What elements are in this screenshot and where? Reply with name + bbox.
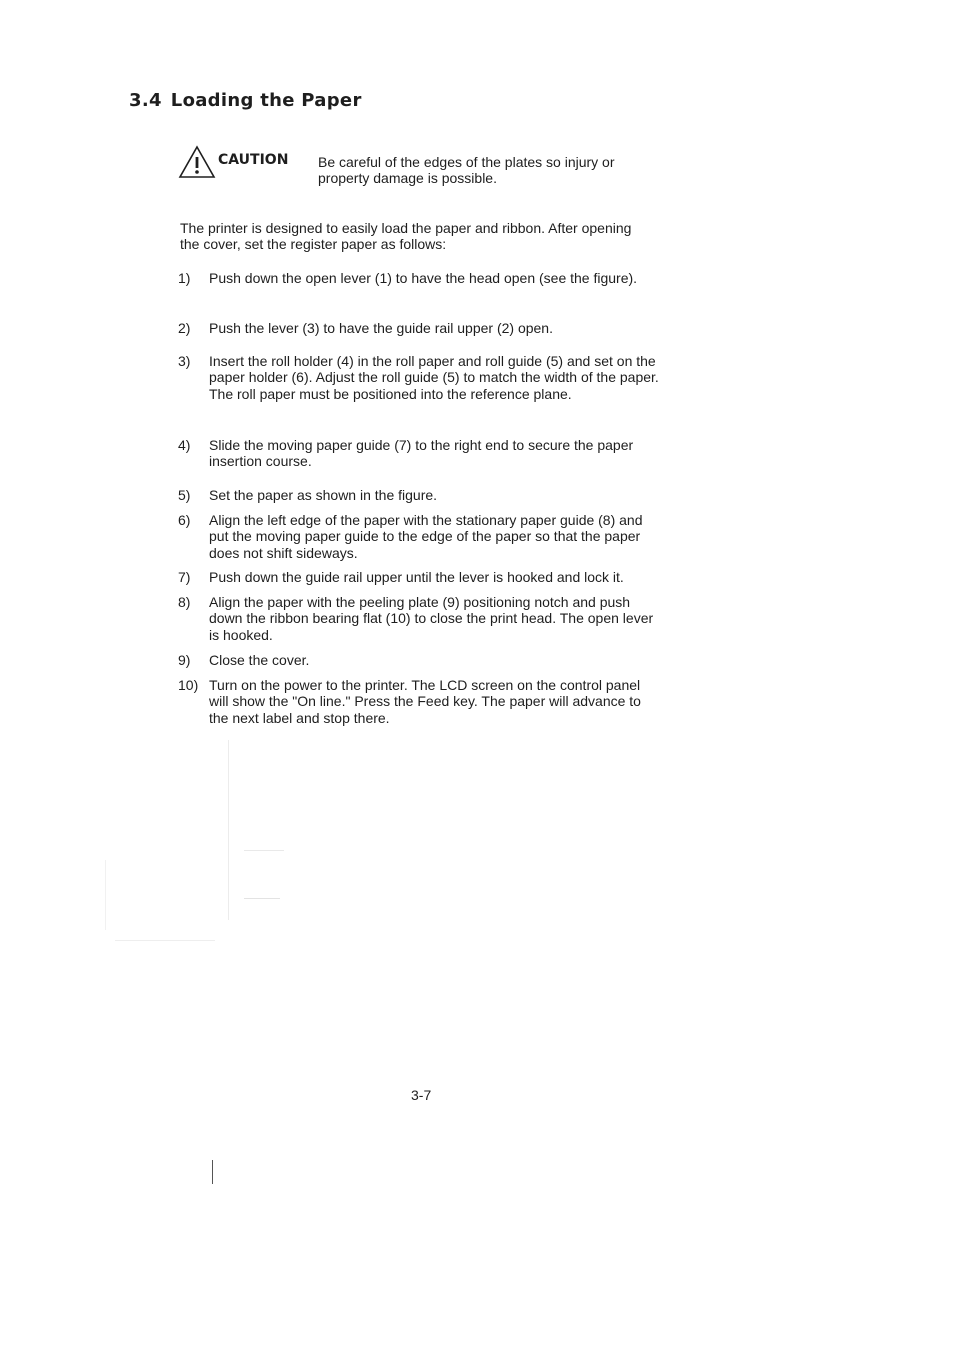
step-text: Set the paper as shown in the figure. xyxy=(209,487,438,503)
section-title: Loading the Paper xyxy=(170,90,362,111)
margin-rule xyxy=(212,1160,213,1184)
step-10 xyxy=(178,677,668,726)
step-text: Align the left edge of the paper with the stationary paper guide (8) and put the moving paper guide to the edge of the paper so that the paper does not shift sideways. xyxy=(209,512,643,561)
warning-triangle-icon xyxy=(178,145,216,179)
scan-artifact xyxy=(228,740,229,920)
step-text: Push down the open lever (1) to have the head open (see the figure). xyxy=(209,270,638,286)
step-4 xyxy=(178,437,668,470)
step-marker: 4) xyxy=(178,437,191,453)
step-2 xyxy=(178,320,668,336)
step-text: Close the cover. xyxy=(209,652,310,668)
step-3 xyxy=(178,353,668,402)
page-number: 3-7 xyxy=(411,1087,432,1103)
step-text: Align the paper with the peeling plate (9) positioning notch and push down the ribbon bearing flat (10) to close the print head. The open lever is hooked. xyxy=(209,594,654,643)
scan-artifact xyxy=(105,860,106,930)
step-5 xyxy=(178,487,668,503)
step-text: Turn on the power to the printer. The LCD screen on the control panel will show the "On line." Press the Feed key. The paper will advance to the next label and stop there. xyxy=(209,677,641,726)
step-7 xyxy=(178,569,668,585)
step-9 xyxy=(178,652,668,668)
step-marker: 9) xyxy=(178,652,191,668)
caution-label: CAUTION xyxy=(218,152,289,168)
step-marker: 8) xyxy=(178,594,191,610)
scan-artifact xyxy=(244,850,284,851)
scan-artifact xyxy=(115,940,215,941)
scan-artifact xyxy=(244,898,280,899)
section-heading xyxy=(129,90,362,111)
step-text: Push the lever (3) to have the guide rail upper (2) open. xyxy=(209,320,553,336)
step-text: Push down the guide rail upper until the lever is hooked and lock it. xyxy=(209,569,624,585)
step-marker: 5) xyxy=(178,487,191,503)
step-marker: 10) xyxy=(178,677,199,693)
step-marker: 3) xyxy=(178,353,191,369)
step-text: Insert the roll holder (4) in the roll paper and roll guide (5) and set on the paper holder (6). Adjust the roll guide (5) to match the width of the paper. The roll paper must be positioned into the reference plane. xyxy=(209,353,659,402)
caution-text: Be careful of the edges of the plates so injury or property damage is possible. xyxy=(318,154,615,186)
step-marker: 1) xyxy=(178,270,191,286)
step-text: Slide the moving paper guide (7) to the right end to secure the paper insertion course. xyxy=(209,437,634,470)
step-marker: 6) xyxy=(178,512,191,528)
intro-paragraph: The printer is designed to easily load the paper and ribbon. After opening the cover, set the register paper as follows: xyxy=(180,220,632,252)
section-number: 3.4 xyxy=(129,90,162,111)
step-marker: 2) xyxy=(178,320,191,336)
step-1 xyxy=(178,270,668,286)
step-8 xyxy=(178,594,668,643)
step-marker: 7) xyxy=(178,569,191,585)
step-6 xyxy=(178,512,668,561)
caution-block xyxy=(178,145,658,189)
